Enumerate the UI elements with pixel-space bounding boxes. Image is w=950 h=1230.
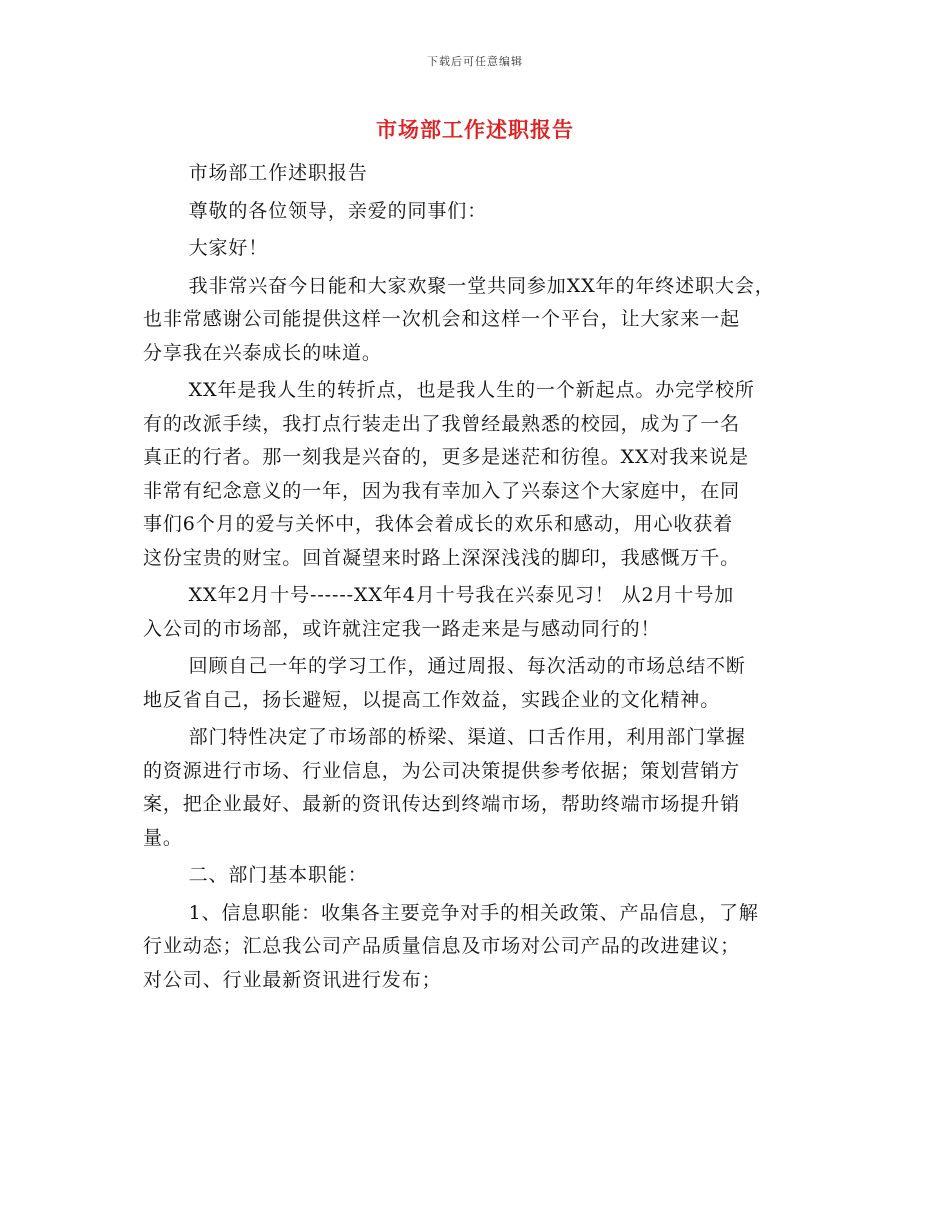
document-body bbox=[143, 157, 811, 1001]
paragraph-line: 地反省自己，扬长避短，以提高工作效益，实践企业的文化精神。 bbox=[143, 688, 721, 711]
paragraph-line: 行业动态；汇总我公司产品质量信息及市场对公司产品的改进建议； bbox=[143, 935, 741, 957]
paragraph-line: 市场部工作述职报告 bbox=[188, 162, 368, 184]
paragraph-line: 回顾自己一年的学习工作，通过周报、每次活动的市场总结不断 bbox=[188, 655, 746, 677]
paragraph-line: 部门特性决定了市场部的桥梁、渠道、口舌作用，利用部门掌握 bbox=[188, 726, 746, 748]
body-paragraph bbox=[143, 859, 811, 893]
body-paragraph bbox=[143, 650, 811, 717]
paragraph-line: 非常有纪念意义的一年，因为我有幸加入了兴泰这个大家庭中，在同 bbox=[143, 479, 741, 502]
body-paragraph bbox=[143, 897, 811, 998]
paragraph-line: 真正的行者。那一刻我是兴奋的，更多是迷茫和彷徨。XX对我来说是 bbox=[143, 446, 749, 468]
paragraph-line: XX年2月十号------XX年4月十号我在兴泰见习！ 从2月十号加 bbox=[188, 584, 735, 606]
paragraph-line: 事们6个月的爱与关怀中，我体会着成长的欢乐和感动，用心收获着 bbox=[143, 513, 734, 535]
body-paragraph bbox=[143, 232, 811, 266]
paragraph-line: 这份宝贵的财宝。回首凝望来时路上深深浅浅的脚印，我感慨万千。 bbox=[143, 546, 741, 569]
paragraph-line: 尊敬的各位领导，亲爱的同事们： bbox=[188, 199, 488, 222]
body-paragraph bbox=[143, 270, 811, 371]
body-paragraph bbox=[143, 579, 811, 646]
paragraph-line: 案，把企业最好、最新的资讯传达到终端市场，帮助终端市场提升销 bbox=[143, 793, 741, 815]
body-paragraph bbox=[143, 195, 811, 229]
paragraph-line: 我非常兴奋今日能和大家欢聚一堂共同参加XX年的年终述职大会， bbox=[188, 274, 775, 297]
paragraph-line: 1、信息职能：收集各主要竞争对手的相关政策、产品信息，了解 bbox=[188, 901, 759, 924]
paragraph-line: 入公司的市场部，或许就注定我一路走来是与感动同行的！ bbox=[143, 617, 661, 640]
header-note: 下载后可任意编辑 bbox=[427, 55, 523, 68]
body-paragraph bbox=[143, 157, 811, 191]
paragraph-line: 也非常感谢公司能提供这样一次机会和这样一个平台，让大家来一起 bbox=[143, 308, 741, 330]
paragraph-line: 有的改派手续，我打点行装走出了我曾经最熟悉的校园，成为了一名 bbox=[143, 412, 741, 435]
paragraph-line: 分享我在兴泰成长的味道。 bbox=[143, 341, 382, 364]
paragraph-line: 大家好！ bbox=[188, 237, 269, 259]
body-paragraph bbox=[143, 374, 811, 575]
document-title: 市场部工作述职报告 bbox=[376, 117, 574, 142]
body-paragraph bbox=[143, 721, 811, 855]
paragraph-line: 的资源进行市场、行业信息，为公司决策提供参考依据；策划营销方 bbox=[143, 759, 741, 782]
paragraph-line: 对公司、行业最新资讯进行发布； bbox=[143, 968, 442, 991]
paragraph-line: 量。 bbox=[143, 826, 183, 849]
paragraph-line: XX年是我人生的转折点，也是我人生的一个新起点。办完学校所 bbox=[188, 379, 755, 401]
paragraph-line: 二、部门基本职能： bbox=[188, 864, 368, 886]
